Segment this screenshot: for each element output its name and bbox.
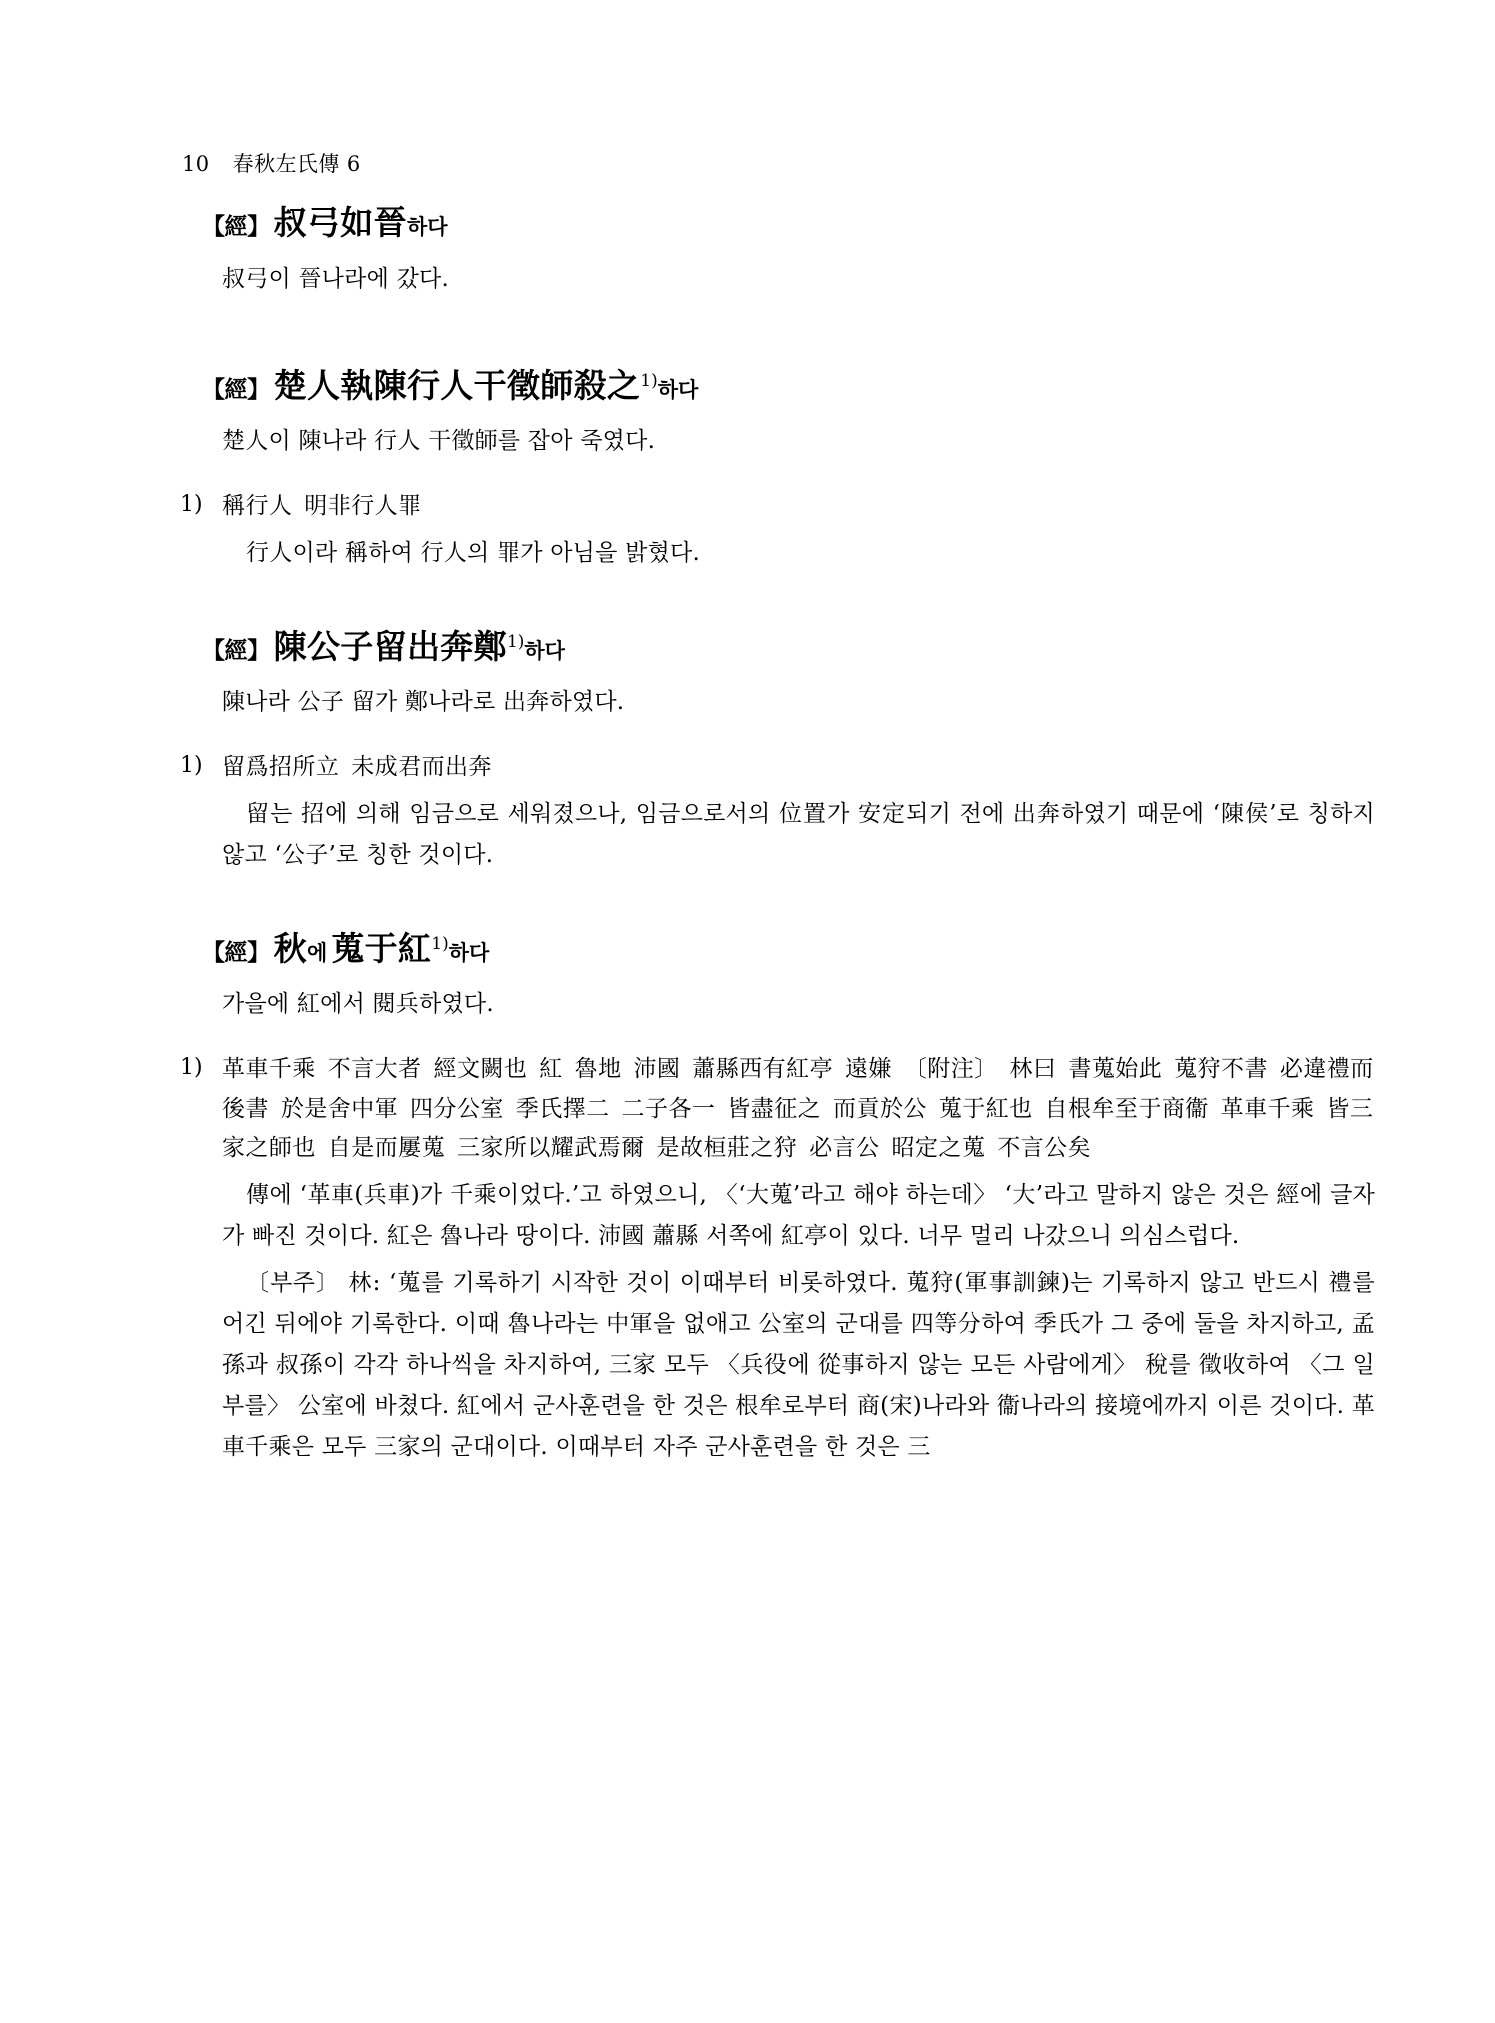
entry-korean-suffix: 하다 [657,376,699,402]
entry-marker: 【經】 [202,375,270,403]
footnote-korean-text: 留는 招에 의해 임금으로 세워졌으나, 임금으로서의 位置가 安定되기 전에 出奔하였기 때문에 ‘陳侯’로 칭하지 않고 ‘公子’로 칭한 것이다. [222,800,1375,868]
scripture-entry [180,622,1375,876]
footnote-reference[interactable]: 1) [640,370,658,391]
section-spacer [180,580,1375,622]
entry-heading [202,361,1375,411]
footnote-han-text: 革車千乘 不言大者 經文闕也 紅 魯地 沛國 蕭縣西有紅亭 遠嫌 〔附注〕 林曰 書蒐始此 蒐狩不書 必違禮而後書 於是舍中軍 四分公室 季氏擇二 二子各一 皆盡征之 而貢於公 蒐于紅也 自根牟至于商衞 革車千乘 皆三家之師也 自是而屢蒐 三家所以耀武焉爾 是故桓莊之狩 必言公 昭定之蒐 不言公矣 [222,1056,1374,1162]
entry-han-prefix: 秋 [273,928,307,968]
entry-translation: 叔弓이 晉나라에 갔다. [222,265,450,292]
entry-heading [202,924,1375,974]
footnote-korean-text: 行人이라 稱하여 行人의 罪가 아님을 밝혔다. [246,539,701,566]
entry-han-text: 楚人執陳行人干徵師殺之 [273,365,641,405]
entry-marker: 【經】 [202,938,270,966]
footnote-reference[interactable]: 1) [431,933,449,954]
entry-marker: 【經】 [202,213,270,240]
entry-korean-mid: 에 [306,939,328,965]
footnote-number: 1) [180,753,203,779]
running-head [182,148,361,178]
footnote-block [180,1050,1375,1467]
footnote-block [180,748,1375,875]
scripture-entry [180,361,1375,574]
scripture-entry [180,924,1375,1468]
entry-translation: 가을에 紅에서 閱兵하였다. [222,991,494,1018]
section-spacer [180,305,1375,361]
entry-korean-suffix: 하다 [448,939,490,965]
scripture-entry [180,198,1375,299]
page-number: 10 [182,152,210,176]
footnote-annotation-text: 〔부주〕 林: ‘蒐를 기록하기 시작한 것이 이때부터 비롯하였다. 蒐狩(軍事訓鍊)는 기록하지 않고 반드시 禮를 어긴 뒤에야 기록한다. 이때 魯나라는 中軍을 없애고 公室의 군대를 四等分하여 季氏가 그 중에 둘을 차지하고, 孟孫과 叔孫이 각각 하나씩을 차지하여, 三家 모두 〈兵役에 從事하지 않는 모든 사람에게〉 稅를 徵收하여 〈그 일부를〉 公室에 바쳤다. 紅에서 군사훈련을 한 것은 根牟로부터 商(宋)나라와 衞나라의 接境에까지 이른 것이다. 革車千乘은 모두 三家의 군대이다. 이때부터 자주 군사훈련을 한 것은 三 [222,1269,1375,1460]
footnote-number: 1) [180,492,203,518]
entry-heading [202,622,1375,672]
entry-translation: 陳나라 公子 留가 鄭나라로 出奔하였다. [222,689,625,716]
entry-heading [202,198,1375,248]
entry-han-text: 蒐于紅 [331,928,432,968]
footnote-number: 1) [180,1055,203,1081]
document-body [180,198,1375,1467]
footnote-han-text: 留爲招所立 未成君而出奔 [222,754,492,781]
footnote-block [180,487,1375,573]
book-title: 春秋左氏傳 6 [232,152,361,176]
entry-marker: 【經】 [202,636,270,664]
section-spacer [180,882,1375,924]
footnote-han-text: 稱行人 明非行人罪 [222,493,422,520]
footnote-korean-text: 傳에 ‘革車(兵車)가 千乘이었다.’고 하였으니, 〈‘大蒐’라고 해야 하는데〉 ‘大’라고 말하지 않은 것은 經에 글자가 빠진 것이다. 紅은 魯나라 땅이다. 沛國 蕭縣 서쪽에 紅亭이 있다. 너무 멀리 나갔으니 의심스럽다. [222,1181,1375,1249]
entry-translation: 楚人이 陳나라 行人 干徵師를 잡아 죽였다. [222,428,656,455]
footnote-reference[interactable]: 1) [506,631,525,652]
entry-korean-suffix: 하다 [524,637,565,663]
entry-han-text: 叔弓如晉 [273,203,407,242]
entry-han-text: 陳公子留出奔鄭 [273,626,507,666]
entry-korean-suffix: 하다 [406,214,448,239]
